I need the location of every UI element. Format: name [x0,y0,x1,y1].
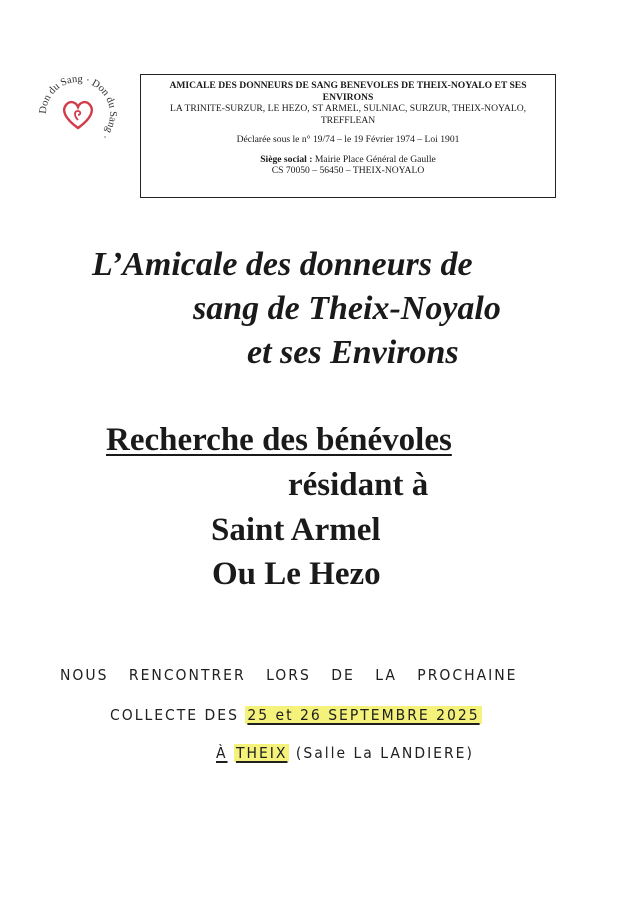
association-header-box [140,74,556,198]
handwritten-line-3 [216,744,474,762]
handwritten-collecte-prefix: COLLECTE DES [110,706,239,724]
announcement-line-2: résidant à [288,467,429,503]
announcement-line-1 [106,421,452,459]
handwritten-a-prefix: À [216,744,228,762]
association-name: AMICALE DES DONNEURS DE SANG BENEVOLES DE THEIX-NOYALO ET SES ENVIRONS [169,80,527,103]
siege-address: Mairie Place Général de Gaulle [314,153,436,165]
handwritten-salle: (Salle La LANDIERE) [295,744,474,762]
announcement-line-3: Saint Armel [211,512,381,548]
handwritten-line-1: NOUS RENCONTRER LORS DE LA PROCHAINE [60,666,518,684]
siege-label: Siège social : [260,153,313,165]
handwritten-line-2 [110,706,482,724]
don-du-sang-logo [34,70,122,158]
siege-social-line [141,154,555,166]
main-title-line-2: sang de Theix-Noyalo [193,290,501,327]
main-title-line-3: et ses Environs [247,334,459,371]
logo-circle-text: Don du Sang · Don du Sang · [37,73,119,142]
announcement-heading: Recherche des bénévoles [106,422,452,458]
cs-line: CS 70050 – 56450 – THEIX-NOYALO [271,165,425,176]
highlighted-place: THEIX [235,744,288,762]
heart-logo-icon [34,70,122,158]
main-title-line-1: L’Amicale des donneurs de [92,246,473,283]
association-towns: LA TRINITE-SURZUR, LE HEZO, ST ARMEL, SULNIAC, SURZUR, THEIX-NOYALO, TREFFLEAN [169,103,527,126]
announcement-line-4: Ou Le Hezo [212,556,381,592]
highlighted-dates: 25 et 26 SEPTEMBRE 2025 [247,706,480,724]
declaration-line: Déclarée sous le n° 19/74 – le 19 Février 1974 – Loi 1901 [236,134,460,145]
